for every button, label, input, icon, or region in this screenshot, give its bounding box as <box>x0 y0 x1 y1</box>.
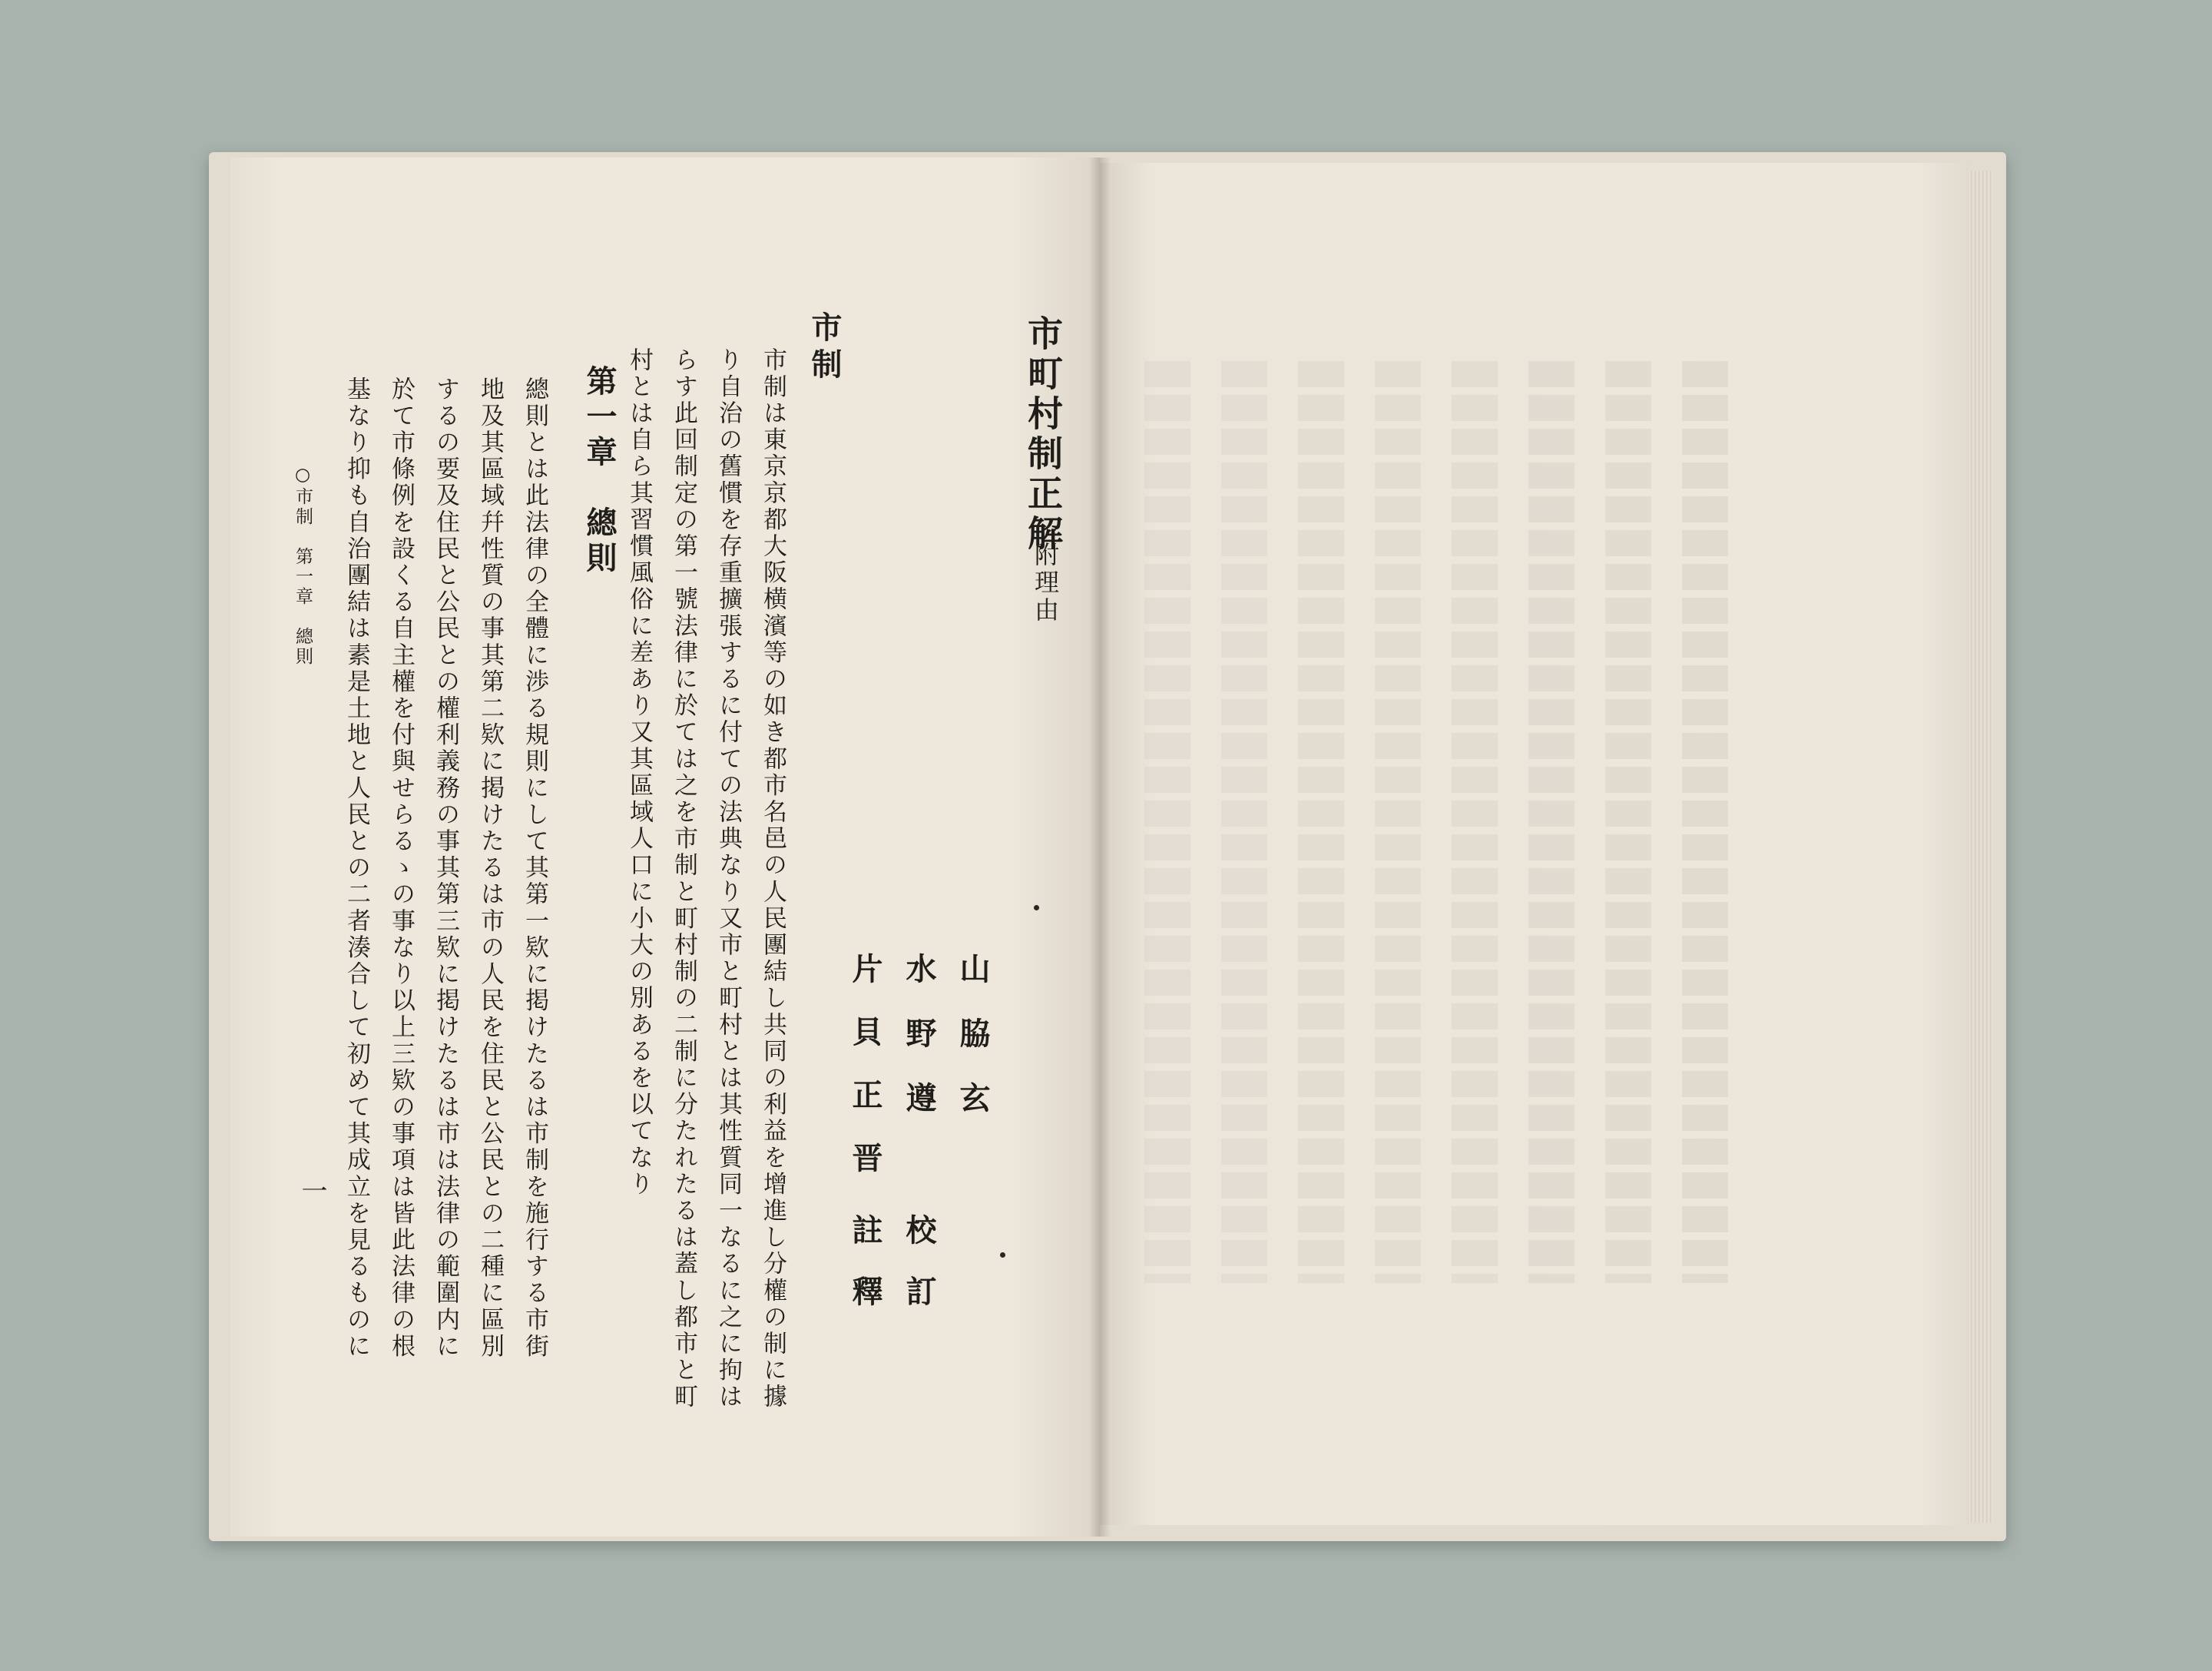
chapter-line: 地及其區域幷性質の事其第二欵に掲けたるは市の人民を住民と公民との二種に區別 <box>476 376 504 1361</box>
author-mizuno: 水野遵 <box>901 953 937 1146</box>
chapter-line: 於て市條例を設くる自主權を付與せらるゝの事なり以上三欵の事項は皆此法律の根 <box>387 376 415 1361</box>
intro-line: 市制は東京京都大阪横濱等の如き都市名邑の人民團結し共同の利益を增進し分權の制に據 <box>759 347 786 1411</box>
printed-dot <box>1034 905 1039 910</box>
book-title-appendix: 附理由 <box>1031 542 1060 625</box>
printed-dot <box>1000 1252 1005 1258</box>
show-through-column <box>1144 361 1190 1283</box>
show-through-column <box>1605 361 1651 1283</box>
show-through-column <box>1452 361 1498 1283</box>
intro-line: 村とは自ら其習慣風俗に差あり又其區域人口に小大の別あるを以てなり <box>625 347 653 1199</box>
chapter-line: 總則とは此法律の全體に渉る規則にして其第一欵に掲けたるは市制を施行する市街 <box>521 376 548 1361</box>
author-yamawaki: 山脇玄 <box>955 953 991 1146</box>
section-heading: 市制 <box>806 311 843 385</box>
intro-line: らす此回制定の第一號法律に於ては之を市制と町村制の二制に分たれたるは蓋し都市と町 <box>670 347 697 1411</box>
author-katagai: 片貝正晋 <box>847 953 883 1205</box>
running-head: ○市制 第一章 總則 <box>293 465 313 667</box>
chapter-line: するの要及住民と公民との權利義務の事其第三欵に掲けたるは市は法律の範圍内に <box>432 376 459 1361</box>
intro-line: り自治の舊慣を存重擴張するに付ての法典なり又市と町村とは其性質同一なるに之に拘は <box>714 347 742 1411</box>
show-through-column <box>1528 361 1575 1283</box>
page-number: 一 <box>296 1177 327 1203</box>
chapter-heading: 第一章 總則 <box>581 365 618 577</box>
author-katagai-role: 註釋 <box>847 1214 883 1337</box>
show-through-column <box>1298 361 1344 1283</box>
author-mizuno-role: 校訂 <box>901 1214 937 1337</box>
book-gutter <box>1089 157 1111 1537</box>
book-title: 市町村制正解 <box>1022 315 1064 555</box>
chapter-line: 基なり抑も自治團結は素是土地と人民との二者湊合して初めて其成立を見るものに <box>343 376 370 1361</box>
show-through-column <box>1682 361 1728 1283</box>
show-through-column <box>1221 361 1267 1283</box>
show-through-column <box>1375 361 1421 1283</box>
page-stack-edge <box>1968 171 1994 1523</box>
